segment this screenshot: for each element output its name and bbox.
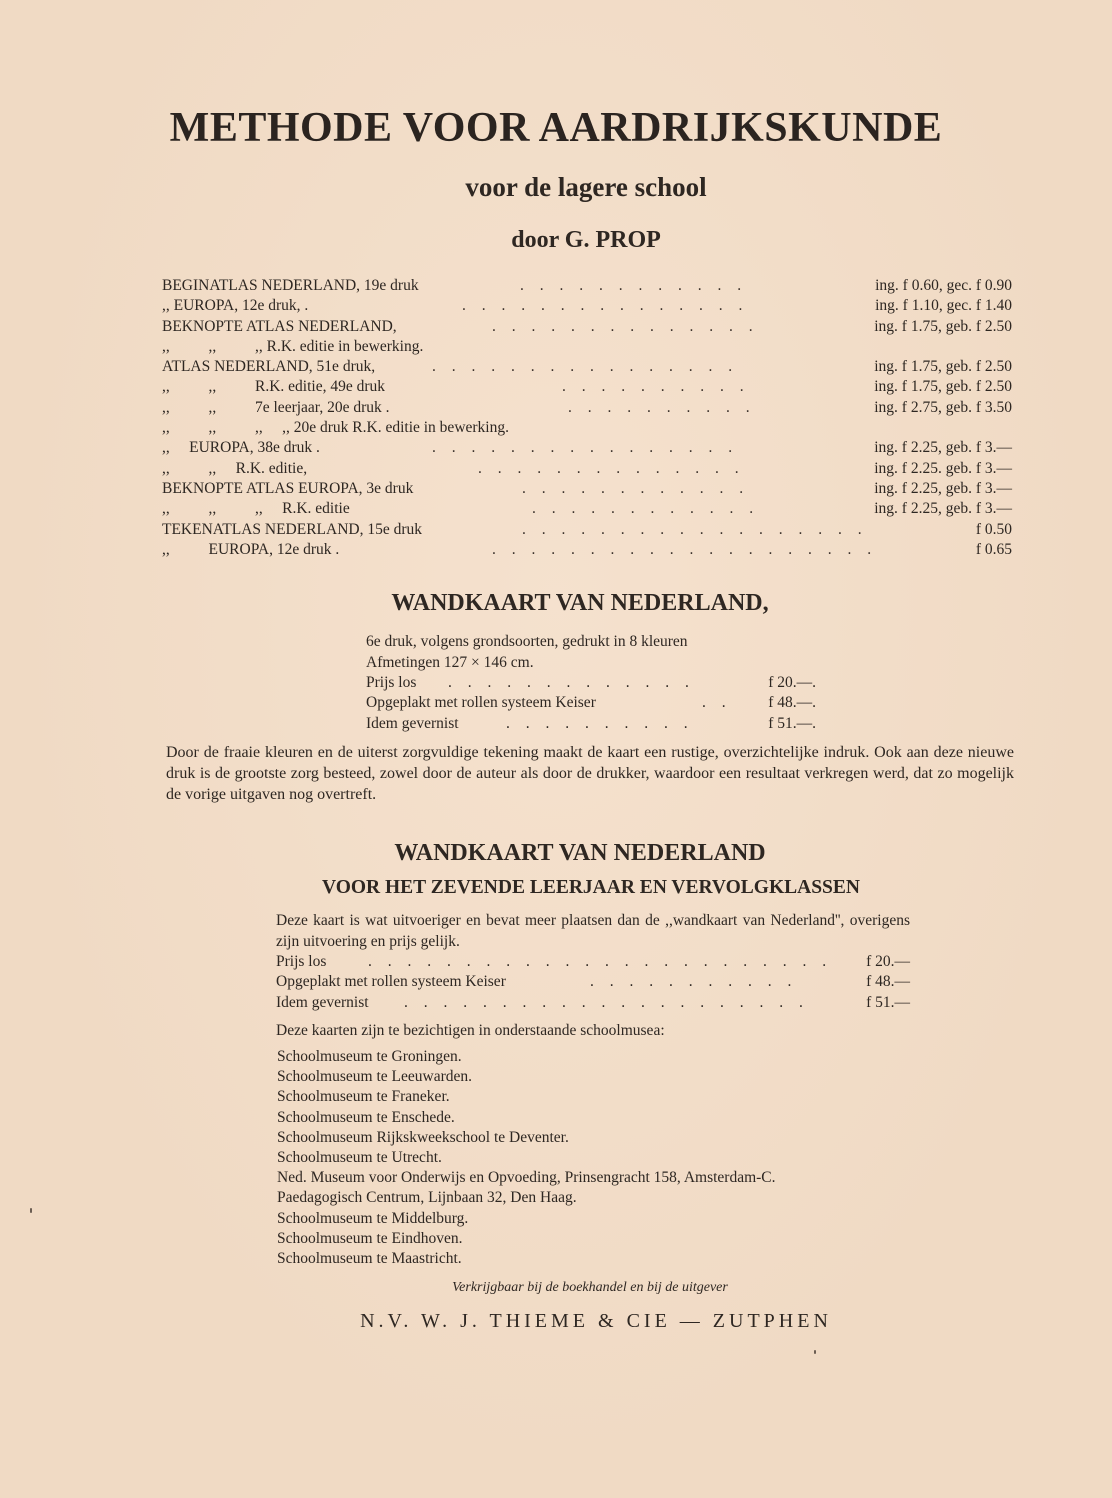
list-item: Schoolmuseum te Groningen. [277, 1048, 462, 1065]
price-row [366, 673, 816, 693]
paper-speck [30, 1208, 32, 1213]
leader-dots: . . . . . . . . . . [506, 714, 694, 732]
atlas-price: ing. f 2.25. geb. f 3.— [874, 459, 1012, 477]
leader-dots: . . . . . . . . . . . . . . . . [432, 439, 739, 457]
atlas-price: ing. f 2.25, geb. f 3.— [874, 439, 1012, 457]
list-item: Schoolmuseum te Enschede. [277, 1108, 455, 1126]
atlas-price: ing. f 2.75, geb. f 3.50 [874, 398, 1012, 416]
atlas-label: BEKNOPTE ATLAS NEDERLAND, [162, 317, 397, 335]
leader-dots: . . . . . . . . . . [562, 378, 750, 396]
museum-list [277, 1047, 776, 1269]
atlas-price: ing. f 1.75, geb. f 2.50 [874, 378, 1012, 396]
atlas-label: ,, ,, R.K. editie, 49e druk [162, 378, 386, 396]
price-label: Opgeplakt met rollen systeem Keiser [276, 973, 506, 991]
list-item [162, 499, 1012, 519]
atlas-label: BEGINATLAS NEDERLAND, 19e druk [162, 277, 419, 294]
price-row [366, 714, 816, 734]
list-item [162, 479, 1012, 499]
list-item: Schoolmuseum te Leeuwarden. [277, 1068, 472, 1086]
leader-dots: . . . . . . . . . . . . . . . . [432, 358, 739, 376]
price-value: f 51.—. [768, 714, 816, 732]
list-item [162, 540, 1012, 560]
atlas-label: ,, EUROPA, 38e druk . [162, 439, 320, 457]
price-row [276, 972, 910, 992]
atlas-price: ing. f 1.10, gec. f 1.40 [875, 297, 1012, 315]
price-value: f 20.— [866, 953, 910, 970]
wandkaart-details [366, 632, 816, 734]
list-item [162, 438, 1012, 458]
wandkaart-subheading: VOOR HET ZEVENDE LEERJAAR EN VERVOLGKLASSEN [322, 877, 860, 898]
availability-note: Verkrijgbaar bij de boekhandel en bij de uitgever [452, 1280, 728, 1295]
wandkaart2-body [276, 911, 910, 1013]
price-label: Prijs los [366, 674, 417, 691]
paper-speck [814, 1350, 816, 1354]
price-value: f 48.— [866, 973, 910, 991]
wandkaart-heading: WANDKAART VAN NEDERLAND [394, 840, 766, 866]
list-item: Schoolmuseum te Eindhoven. [277, 1229, 463, 1247]
list-item [162, 418, 1012, 438]
list-item [162, 357, 1012, 377]
list-item: Schoolmuseum te Middelburg. [277, 1209, 469, 1227]
price-value: f 51.— [866, 993, 910, 1011]
atlas-label: ATLAS NEDERLAND, 51e druk, [162, 358, 376, 376]
list-item [162, 337, 1012, 357]
atlas-price: ing. f 0.60, gec. f 0.90 [875, 277, 1012, 294]
leader-dots: . . . . . . . . . . . . . . . . . . [522, 520, 868, 538]
atlas-label: TEKENATLAS NEDERLAND, 15e druk [162, 520, 423, 538]
price-value: f 20.—. [768, 674, 816, 691]
page-title: METHODE VOOR AARDRIJKSKUNDE [169, 105, 943, 151]
leader-dots: . . . . . . . . . . . . . . . [462, 297, 749, 315]
atlas-label: BEKNOPTE ATLAS EUROPA, 3e druk [162, 479, 414, 497]
leader-dots: . . . . . . . . . . [568, 398, 756, 416]
leader-dots: . . . . . . . . . . . . . . [478, 459, 745, 477]
price-row [276, 993, 910, 1013]
atlas-price: ing. f 1.75, geb. f 2.50 [874, 358, 1012, 376]
leader-dots: . . . . . . . . . . . . [520, 277, 748, 294]
publisher-line: N.V. W. J. THIEME & CIE — ZUTPHEN [360, 1310, 832, 1332]
wandkaart-description: Door de fraaie kleuren en de uiterst zorgvuldige tekening maakt de kaart een rustige, overzichtelijke indruk. Ook aan deze nieuwe druk is de grootste zorg besteed, zowel door de auteur als door de drukker, waardoor een resultaat verkregen werd, dat zo mogelijk de vorige uitgaven nog overtreft. [166, 744, 1014, 803]
atlas-price: ing. f 1.75, geb. f 2.50 [874, 317, 1012, 335]
page-subtitle: voor de lagere school [465, 172, 707, 202]
author-line: door G. PROP [511, 227, 661, 253]
price-label: Prijs los [276, 953, 327, 970]
atlas-label: ,, EUROPA, 12e druk . [162, 540, 340, 558]
list-item [162, 398, 1012, 418]
list-item: Schoolmuseum te Franeker. [277, 1088, 450, 1106]
atlas-label: ,, ,, ,, ,, 20e druk R.K. editie in bewerking. [162, 419, 509, 437]
leader-dots: . . . . . . . . . . . . [522, 479, 750, 497]
atlas-price: ing. f 2.25, geb. f 3.— [874, 500, 1012, 518]
leader-dots: . . . . . . . . . . . . [532, 500, 760, 518]
atlas-label: ,, ,, 7e leerjaar, 20e druk . [162, 398, 390, 416]
atlas-label: ,, EUROPA, 12e druk, . [162, 297, 309, 315]
list-item [162, 317, 1012, 337]
list-item: Ned. Museum voor Onderwijs en Opvoeding, Prinsengracht 158, Amsterdam-C. [277, 1169, 776, 1187]
leader-dots: . . [702, 694, 732, 712]
price-label: Opgeplakt met rollen systeem Keiser [366, 694, 596, 712]
list-item: Paedagogisch Centrum, Lijnbaan 32, Den Haag. [277, 1189, 577, 1207]
leader-dots: . . . . . . . . . . . . . [448, 674, 695, 691]
list-item [162, 296, 1012, 316]
price-row [276, 952, 910, 972]
leader-dots: . . . . . . . . . . . . . . . . . . . . . [404, 993, 809, 1011]
list-item: Schoolmuseum Rijkskweekschool te Deventer. [277, 1128, 569, 1146]
leader-dots: . . . . . . . . . . . [590, 973, 798, 991]
wandkaart-heading: WANDKAART VAN NEDERLAND, [391, 590, 769, 616]
leader-dots: . . . . . . . . . . . . . . . . . . . . [492, 540, 878, 558]
wandkaart-size-line: Afmetingen 127 × 146 cm. [366, 653, 534, 671]
list-item: Schoolmuseum te Maastricht. [277, 1250, 462, 1268]
wandkaart2-description: Deze kaart is wat uitvoeriger en bevat meer plaatsen dan de ,,wandkaart van Nederland'', overigens zijn uitvoering en prijs gelijk. [276, 912, 910, 950]
atlas-label: ,, ,, ,, R.K. editie [162, 500, 350, 518]
atlas-label: ,, ,, ,, R.K. editie in bewerking. [162, 337, 424, 355]
price-label: Idem gevernist [276, 993, 369, 1011]
list-item [162, 377, 1012, 397]
atlas-price-list [162, 276, 1012, 560]
list-item [162, 276, 1012, 296]
leader-dots: . . . . . . . . . . . . . . . . . . . . . . . . [368, 953, 833, 970]
list-item: Schoolmuseum te Utrecht. [277, 1149, 442, 1167]
atlas-price: ing. f 2.25, geb. f 3.— [874, 479, 1012, 497]
list-item [162, 520, 1012, 540]
atlas-price: f 0.65 [975, 540, 1012, 558]
list-item [162, 459, 1012, 479]
price-label: Idem gevernist [366, 714, 459, 732]
price-row [366, 693, 816, 713]
leader-dots: . . . . . . . . . . . . . . [492, 317, 759, 335]
museums-intro: Deze kaarten zijn te bezichtigen in onderstaande schoolmusea: [276, 1022, 665, 1039]
atlas-price: f 0.50 [975, 520, 1012, 538]
atlas-label: ,, ,, R.K. editie, [162, 459, 308, 477]
wandkaart-edition-line: 6e druk, volgens grondsoorten, gedrukt in 8 kleuren [366, 633, 688, 650]
price-value: f 48.—. [768, 694, 816, 712]
